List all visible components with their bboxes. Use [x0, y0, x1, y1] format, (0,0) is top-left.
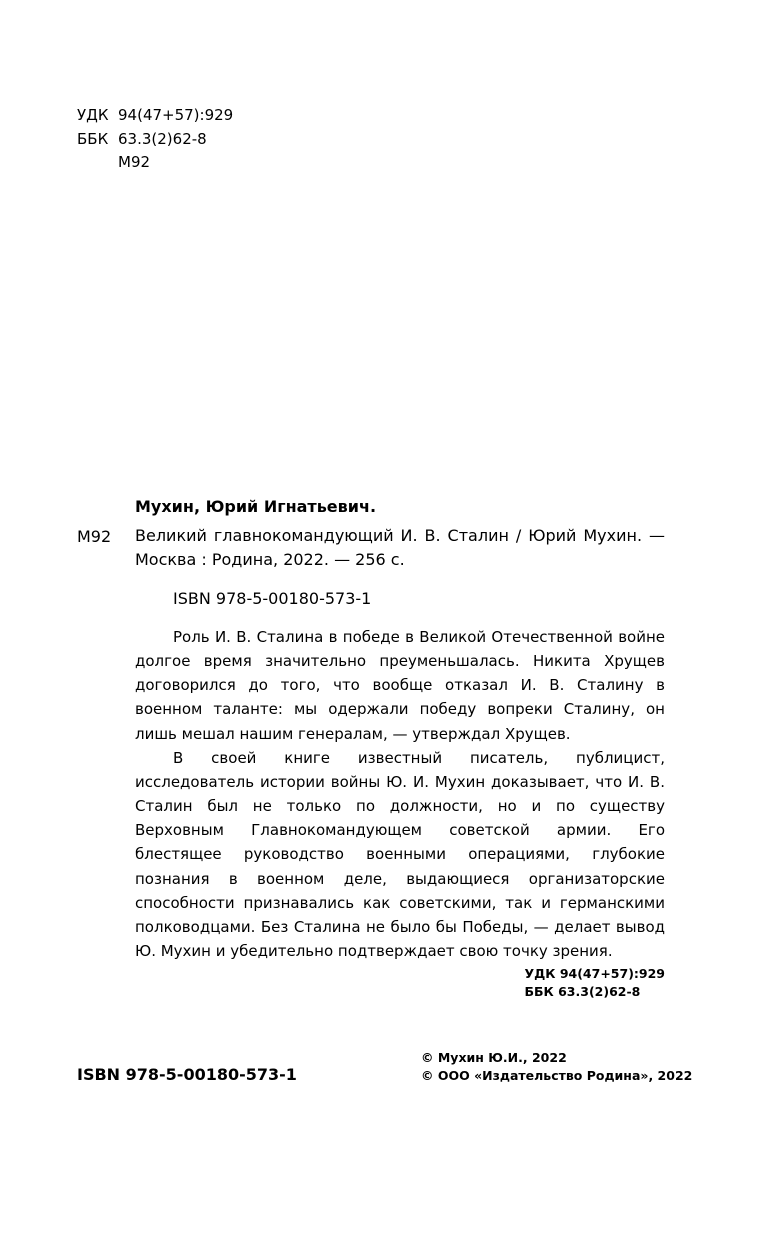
copyright-author: © Мухин Ю.И., 2022: [421, 1050, 567, 1065]
udk-value: 94(47+57):929: [118, 106, 234, 124]
classification-footer: [524, 965, 665, 1001]
bbk-row: [77, 128, 233, 152]
author-mark-row: [77, 151, 233, 175]
copyright-block: [421, 1049, 692, 1085]
isbn-line: ISBN 978-5-00180-573-1: [173, 589, 372, 608]
abstract-paragraph: Роль И. В. Сталина в победе в Великой Отечественной войне долгое время значительно преуменьшалась. Никита Хрущев договорился до того, что вообще отказал И. В. Сталину в военном таланте: мы одержали победу вопреки Сталину, он лишь мешал нашим генералам, — утверждал Хрущев.: [135, 628, 665, 743]
bibliographic-description: Великий главнокомандующий И. В. Сталин / Юрий Мухин. — Москва : Родина, 2022. — 256 с.: [135, 526, 665, 569]
bbk-code: ББК 63.3(2)62-8: [524, 984, 641, 999]
author-mark-top: М92: [118, 153, 151, 171]
top-classification-codes: [77, 104, 233, 175]
abstract-paragraph: В своей книге известный писатель, публицист, исследователь истории войны Ю. И. Мухин доказывает, что И. В. Сталин был не только по должности, но и по существу Верховным Главнокомандующем советской армии. Его блестящее руководство военными операциями, глубокие познания в военном деле, выдающиеся организаторские способности признавались как советскими, так и германскими полководцами. Без Сталина не было бы Победы, — делает вывод Ю. Мухин и убедительно подтверждает свою точку зрения.: [135, 748, 665, 961]
bbk-label: ББК: [77, 129, 109, 148]
abstract: [135, 625, 665, 963]
copyright-publisher: © ООО «Издательство Родина», 2022: [421, 1068, 693, 1083]
udk-row: [77, 104, 233, 128]
bbk-value: 63.3(2)62-8: [118, 129, 207, 148]
footer-isbn: ISBN 978-5-00180-573-1: [77, 1065, 297, 1084]
author-mark: М92: [77, 527, 112, 546]
author-heading: Мухин, Юрий Игнатьевич.: [135, 497, 377, 516]
udk-label: УДК: [77, 106, 109, 124]
udk-code: УДК 94(47+57):929: [524, 966, 665, 981]
